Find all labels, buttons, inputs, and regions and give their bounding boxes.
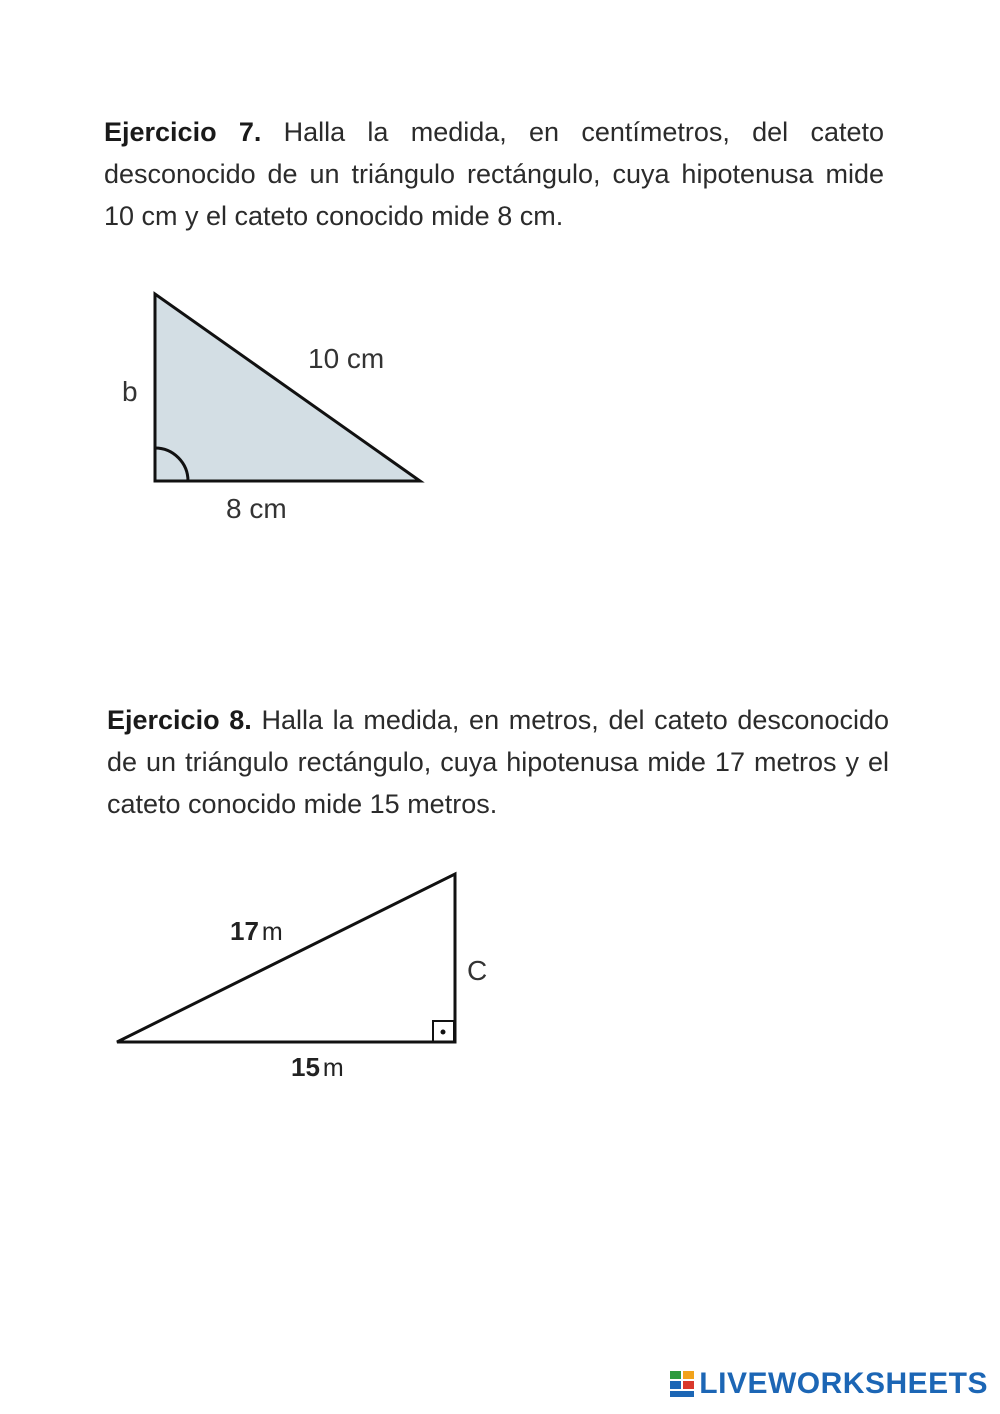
exercise-7-label: Ejercicio 7. bbox=[104, 117, 262, 147]
exercise-8-statement bbox=[107, 699, 889, 825]
exercise-8-hypotenuse-unit: m bbox=[261, 918, 283, 946]
exercise-8-base-unit: m bbox=[322, 1054, 344, 1082]
liveworksheets-logo-text: LIVEWORKSHEETS bbox=[699, 1367, 988, 1400]
exercise-7-hypotenuse-label: 10 cm bbox=[308, 343, 385, 374]
exercise-8-hypotenuse-label bbox=[230, 916, 283, 946]
exercise-8-text: Halla la medida, en metros, del cateto desconocido de un triángulo rectángulo, cuya hipotenusa mide 17 metros y el cateto conocido mide 15 metros. bbox=[107, 705, 889, 819]
exercise-8-base-label bbox=[291, 1052, 344, 1082]
exercise-7-triangle-figure bbox=[100, 280, 440, 540]
exercise-7-statement bbox=[104, 111, 884, 237]
exercise-8-label: Ejercicio 8. bbox=[107, 705, 252, 735]
exercise-8-side-label: C bbox=[467, 955, 488, 986]
exercise-7-side-label: b bbox=[122, 376, 138, 407]
exercise-8-right-angle-dot bbox=[441, 1030, 446, 1035]
exercise-7-base-label: 8 cm bbox=[226, 493, 287, 524]
exercise-8-base-value: 15 bbox=[291, 1052, 320, 1082]
exercise-8-triangle bbox=[117, 874, 455, 1042]
liveworksheets-icon bbox=[669, 1369, 695, 1399]
exercise-8-triangle-figure bbox=[105, 860, 525, 1090]
exercise-7-text: Halla la medida, en centímetros, del cateto desconocido de un triángulo rectángulo, cuya hipotenusa mide 10 cm y el cateto conocido mide 8 cm. bbox=[104, 117, 884, 231]
exercise-8-hypotenuse-value: 17 bbox=[230, 916, 259, 946]
exercise-7-triangle bbox=[155, 294, 420, 481]
liveworksheets-brand bbox=[669, 1367, 988, 1401]
